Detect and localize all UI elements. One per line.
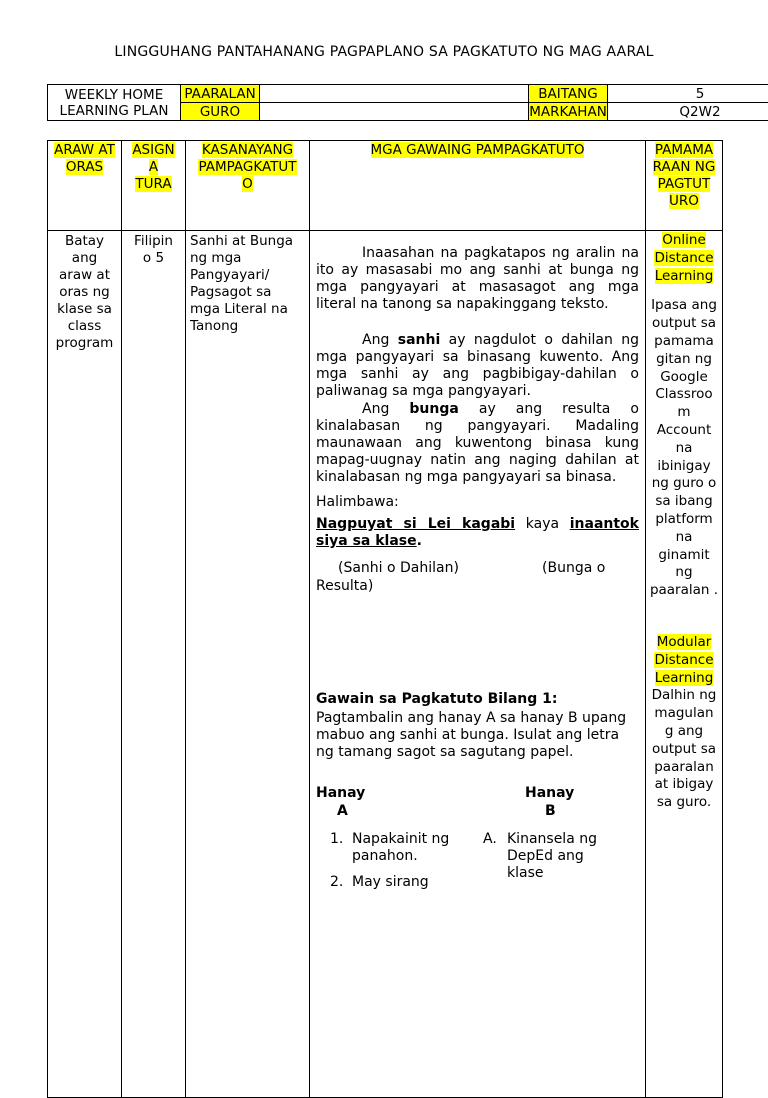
paaralan-value (260, 85, 529, 103)
modular-text: Dalhin ng magulan g ang output sa paaralan at ibigay sa guro. (649, 687, 719, 812)
asignatura-cell: Filipin o 5 (122, 231, 186, 1098)
document-title: LINGGUHANG PANTAHANANG PAGPAPLANO SA PAGKATUTO NG MAG AARAL (0, 44, 768, 60)
example-labels: (Sanhi o Dahilan) (Bunga o Resulta) (316, 560, 639, 596)
hanay-items (316, 831, 639, 891)
paaralan-label: PAARALAN (181, 85, 260, 103)
col-asignatura-header: ASIGN A TURA (122, 141, 186, 231)
intro-paragraph: Inaasahan na pagkatapos ng aralin na ito ay masasabi mo ang sanhi at bunga ng mga pangyayari at masasagot ang mga literal na tanong sa napakinggang teksto. (316, 245, 639, 313)
modular-label: Modular Distance Learning (649, 634, 719, 687)
col-pamamaraan-header: PAMAMA RAAN NG PAGTUT URO (646, 141, 723, 231)
list-item: 1. Napakainit ng panahon. (330, 831, 480, 865)
col-gawain-header: MGA GAWAING PAMPAGKATUTO (310, 141, 646, 231)
online-text: Ipasa ang output sa pamama gitan ng Google Classroo m Account na ibinigay ng guro o sa ibang platform na ginamit ng paaralan . (649, 297, 719, 600)
col-kasanayan-header: KASANAYANG PAMPAGKATUT O (186, 141, 310, 231)
hanay-headers: Hanay A Hanay B (316, 785, 639, 831)
example-sentence: Nagpuyat si Lei kagabi kaya inaantok siya sa klase. (316, 516, 639, 550)
list-item: A. Kinansela ng DepEd ang klase (483, 831, 623, 882)
gawain-cell (310, 231, 646, 1098)
guro-value (260, 103, 529, 121)
baitang-label: BAITANG (529, 85, 608, 103)
sanhi-paragraph: Ang sanhi ay nagdulot o dahilan ng mga pangyayari sa binasang kuwento. Ang mga sanhi ay ang pagbibigay-dahilan o paliwanag sa mga pangyayari. (316, 332, 639, 400)
table-header-row (48, 141, 723, 231)
markahan-value: Q2W2 (608, 103, 768, 121)
table-row (48, 231, 723, 1098)
baitang-value: 5 (608, 85, 768, 103)
markahan-label: MARKAHAN (529, 103, 608, 121)
halimbawa-label: Halimbawa: (316, 494, 639, 511)
header-table (47, 84, 768, 121)
gawain-instructions: Pagtambalin ang hanay A sa hanay B upang mabuo ang sanhi at bunga. Isulat ang letra ng tamang sagot sa sagutang papel. (316, 710, 639, 761)
online-label: Online Distance Learning (649, 232, 719, 285)
araw-cell: Batay ang araw at oras ng klase sa class program (48, 231, 122, 1098)
list-item: 2. May sirang (330, 874, 480, 891)
guro-label: GURO (181, 103, 260, 121)
pamamaraan-cell (646, 231, 723, 1098)
gawain-title: Gawain sa Pagkatuto Bilang 1: (316, 691, 639, 708)
whlp-label: WEEKLY HOME LEARNING PLAN (48, 85, 181, 121)
bunga-paragraph: Ang bunga ay ang resulta o kinalabasan ng pangyayari. Madaling maunawaan ang kuwentong binasa kung mapag-uugnay natin ang naging dahilan at kinalabasan ng mga pangyayari sa binasa. (316, 401, 639, 486)
learning-plan-table (47, 140, 723, 1098)
kasanayan-cell: Sanhi at Bunga ng mga Pangyayari/ Pagsagot sa mga Literal na Tanong (186, 231, 310, 1098)
col-araw-header: ARAW AT ORAS (48, 141, 122, 231)
